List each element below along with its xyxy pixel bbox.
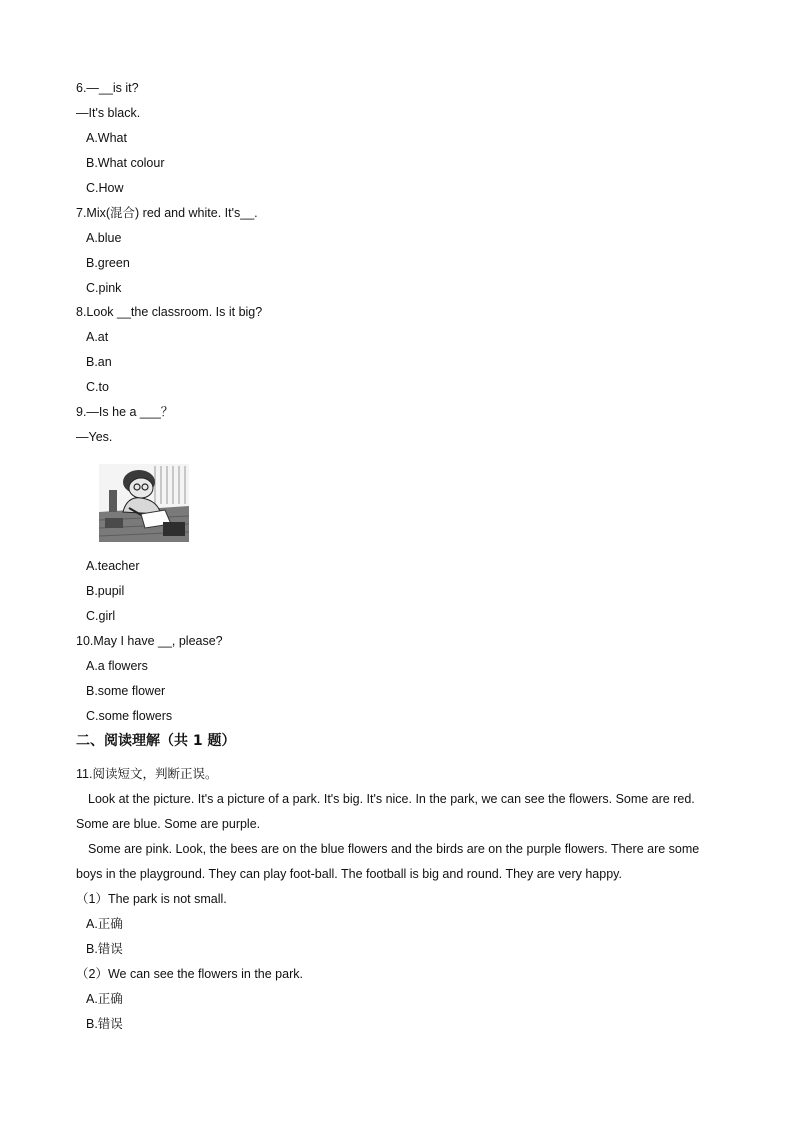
boy-writing-image [99, 464, 189, 542]
q10-option-a: A.a flowers [86, 659, 148, 673]
q8-option-a: A.at [86, 330, 109, 344]
q8-option-c: C.to [86, 380, 109, 394]
sub1-stem: （1）The park is not small. [76, 892, 227, 906]
q8-option-b: B.an [86, 355, 112, 369]
q7-option-a: A.blue [86, 231, 122, 245]
q7-option-b: B.green [86, 256, 130, 270]
sub2-option-b: B.错误 [86, 1017, 123, 1031]
q6-stem: 6.—__is it? [76, 81, 139, 95]
sub2-stem: （2）We can see the flowers in the park. [76, 967, 303, 981]
section-heading: 二、阅读理解（共 1 题） [76, 733, 236, 749]
q10-option-c: C.some flowers [86, 709, 173, 723]
q6-option-b: B.What colour [86, 156, 165, 170]
sub1-option-b: B.错误 [86, 942, 123, 956]
q9-reply: —Yes. [76, 430, 113, 444]
q10-stem: 10.May I have __, please? [76, 634, 223, 648]
q7-stem: 7.Mix(混合) red and white. It's__. [76, 206, 258, 220]
passage-paragraph-2: Some are pink. Look, the bees are on the blue flowers and the birds are on the purple flowers. There are some boys in the playground. They can play foot-ball. The football is big and round. They are very happy. [76, 842, 700, 881]
sub2-option-a: A.正确 [86, 992, 123, 1006]
q11-stem: 11.阅读短文，判断正误。 [76, 767, 218, 781]
passage-paragraph-1: Look at the picture. It's a picture of a park. It's big. It's nice. In the park, we can see the flowers. Some are red. Some are blue. Some are purple. [76, 792, 695, 831]
q9-option-c: C.girl [86, 609, 116, 623]
q9-stem: 9.—Is he a ___？ [76, 405, 174, 419]
q9-option-a: A.teacher [86, 559, 140, 573]
q6-option-c: C.How [86, 181, 124, 195]
q6-option-a: A.What [86, 131, 127, 145]
q9-option-b: B.pupil [86, 584, 125, 598]
q10-option-b: B.some flower [86, 684, 166, 698]
q6-reply: —It's black. [76, 106, 141, 120]
sub1-option-a: A.正确 [86, 917, 123, 931]
q8-stem: 8.Look __the classroom. Is it big? [76, 305, 263, 319]
q7-option-c: C.pink [86, 281, 122, 295]
